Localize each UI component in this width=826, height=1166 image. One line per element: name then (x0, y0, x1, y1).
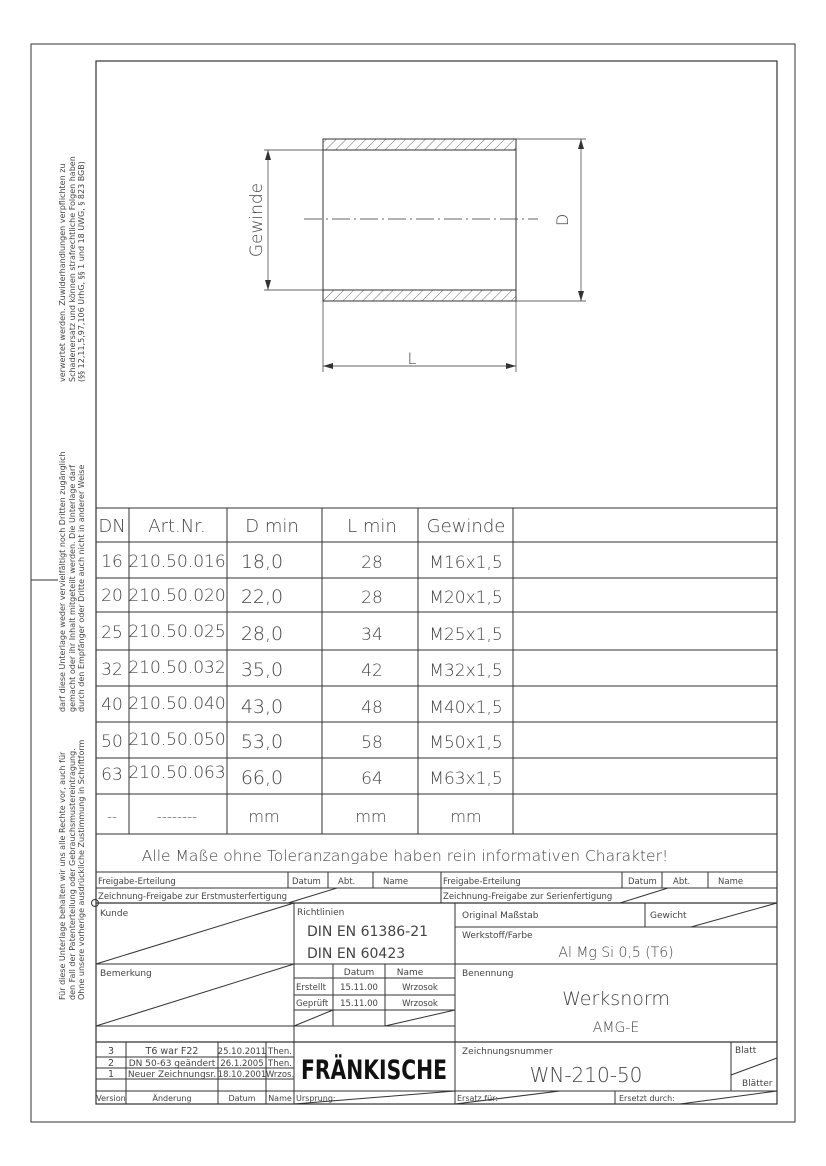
legal-note-line: durch den Empfänger oder Dritte auch nicht in anderer Weise (77, 464, 86, 712)
revision-change: DN 50-63 geändert (128, 1059, 216, 1069)
richtlinie-2: DIN EN 60423 (307, 946, 406, 962)
erstellt-name: Wrzosok (402, 983, 438, 993)
table-unit-gewinde: mm (450, 807, 482, 826)
legal-note-line: Schadenersatz und können strafrechtliche Folgen haben (67, 156, 77, 382)
table-cell-artnr: 210.50.025 (128, 622, 226, 642)
original-massstab-label: Original Maßstab (462, 911, 539, 921)
revision-header-version: Version (96, 1094, 126, 1103)
legal-note-line: Für diese Unterlage behalten wir uns alle Rechte vor, auch für (58, 751, 67, 1000)
legal-note-line: darf diese Unterlage weder vervielfältigt noch Dritten zugänglich (58, 451, 67, 712)
table-cell-dmin: 66,0 (240, 767, 284, 789)
release-left-datum: Datum (292, 877, 321, 887)
revision-version: 2 (107, 1058, 115, 1069)
release-right-abt: Abt. (673, 877, 691, 887)
geprueft-name: Wrzosok (402, 999, 438, 1009)
table-cell-gewinde: M25x1,5 (429, 625, 503, 645)
release-left-label: Freigabe-Erteilung (98, 877, 176, 887)
release-left-name: Name (383, 877, 409, 887)
revision-date: 18.10.2001 (217, 1070, 267, 1080)
table-cell-dmin: 35,0 (240, 659, 284, 681)
zeichnungsnummer-label: Zeichnungsnummer (462, 1047, 553, 1057)
legal-note-line: verwertet werden. Zuwiderhandlungen verpflichten zu (58, 163, 67, 382)
table-unit-lmin: mm (355, 807, 387, 826)
ursprung-label: Ursprung: (296, 1094, 336, 1103)
table-cell-gewinde: M20x1,5 (429, 588, 503, 608)
table-cell-artnr: 210.50.040 (128, 694, 226, 714)
table-cell-gewinde: M40x1,5 (429, 698, 503, 718)
table-unit-dmin: mm (248, 807, 280, 826)
ersatz-fuer-label: Ersatz für: (457, 1094, 499, 1103)
table-header-dn: DN (98, 516, 126, 537)
table-cell-dmin: 28,0 (240, 623, 284, 645)
gewicht-label: Gewicht (650, 911, 687, 921)
table-cell-dn: 16 (101, 552, 123, 572)
dimension-label-gewinde: Gewinde (247, 182, 267, 258)
benennung-label: Benennung (462, 969, 514, 979)
release-right-label: Freigabe-Erteilung (443, 877, 521, 887)
table-cell-lmin: 48 (361, 698, 383, 718)
legal-note-line: Ohne unsere vorherige ausdrückliche Zustimmung in Schriftform (77, 739, 86, 1000)
table-cell-artnr: 210.50.016 (128, 552, 226, 572)
table-cell-dn: 32 (101, 660, 123, 680)
table-cell-artnr: 210.50.050 (128, 730, 226, 750)
benennung-subtitle: AMG-E (592, 1020, 640, 1036)
table-cell-gewinde: M32x1,5 (429, 661, 503, 681)
revision-version: 1 (107, 1069, 115, 1080)
werkstoff-value: Al Mg Si 0,5 (T6) (558, 945, 674, 961)
revision-version: 3 (107, 1046, 115, 1057)
table-header-artnr: Art.Nr. (148, 516, 206, 537)
table-unit-artnr: -------- (156, 809, 198, 825)
table-cell-dmin: 43,0 (240, 696, 284, 718)
revision-header-name: Name (268, 1094, 292, 1103)
table-unit-dn: -- (106, 809, 118, 825)
release-right-datum: Datum (628, 877, 657, 887)
release-left-abt: Abt. (338, 877, 356, 887)
geprueft-datum: 15.11.00 (340, 999, 378, 1009)
blaetter-label: Blätter (742, 1079, 773, 1089)
ersetzt-durch-label: Ersetzt durch: (619, 1094, 675, 1103)
table-cell-gewinde: M63x1,5 (429, 769, 503, 789)
legal-note-line: den Fall der Patenterteilung oder Gebrauchsmustereintragung. (67, 748, 77, 1000)
table-cell-dn: 25 (101, 623, 123, 643)
table-header-dmin: D min (245, 516, 299, 537)
table-cell-lmin: 64 (361, 769, 383, 789)
table-header-lmin: L min (347, 516, 397, 537)
table-cell-dn: 40 (101, 695, 123, 715)
tube-drawing (264, 139, 586, 372)
erstellt-datum: 15.11.00 (340, 983, 378, 993)
table-cell-lmin: 28 (361, 588, 383, 608)
erstellt-label: Erstellt (296, 983, 326, 993)
kunde-label: Kunde (100, 909, 129, 919)
table-cell-artnr: 210.50.020 (128, 586, 226, 606)
dimension-label-d: D (553, 213, 572, 227)
table-cell-lmin: 42 (361, 661, 383, 681)
table-cell-gewinde: M16x1,5 (429, 553, 503, 573)
table-cell-dn: 20 (101, 586, 123, 606)
release-right-name: Name (718, 877, 744, 887)
release-left-sub: Zeichnung-Freigabe zur Erstmusterfertigung (98, 892, 288, 902)
table-cell-lmin: 28 (361, 553, 383, 573)
release-right-sub: Zeichnung-Freigabe zur Serienfertigung (443, 892, 613, 902)
tolerance-note: Alle Maße ohne Toleranzangabe haben rein informativen Charakter! (141, 847, 669, 865)
table-cell-dmin: 18,0 (240, 551, 284, 573)
richtlinien-label: Richtlinien (297, 908, 345, 918)
revision-change: Neuer Zeichnungsr. (127, 1070, 217, 1080)
table-cell-dmin: 22,0 (240, 586, 284, 608)
zeichnungsnummer-value: WN-210-50 (529, 1063, 643, 1087)
werkstoff-label: Werkstoff/Farbe (462, 931, 533, 941)
blatt-label: Blatt (735, 1046, 757, 1056)
revision-header-change: Änderung (152, 1094, 192, 1103)
revision-name: Wrzos. (265, 1070, 295, 1080)
legal-note-line: (§§ 12,11,5,97,106 UrhG, §§ 1 und 18 UWG, § 823 BGB) (77, 161, 86, 382)
table-header-gewinde: Gewinde (426, 516, 506, 537)
datum-label: Datum (343, 968, 375, 978)
richtlinie-1: DIN EN 61386-21 (307, 924, 429, 940)
revision-name: Then. (268, 1059, 292, 1069)
company-logo: FRÄNKISCHE (301, 1055, 495, 1086)
table-cell-lmin: 34 (361, 625, 383, 645)
table-cell-gewinde: M50x1,5 (429, 733, 503, 753)
name-label: Name (396, 968, 424, 978)
revision-date: 26.1.2005 (220, 1059, 264, 1069)
legal-note-line: gemacht oder ihr Inhalt mitgeteilt werden. Die Unterlage darf (67, 465, 77, 712)
table-cell-dn: 63 (101, 765, 123, 785)
bemerkung-label: Bemerkung (100, 969, 152, 979)
table-cell-artnr: 210.50.063 (128, 763, 226, 783)
revision-header-date: Datum (228, 1094, 256, 1103)
revision-name: Then. (268, 1047, 292, 1057)
table-cell-dmin: 53,0 (240, 731, 284, 753)
revision-change: T6 war F22 (145, 1046, 199, 1057)
table-cell-artnr: 210.50.032 (128, 658, 226, 678)
revision-date: 25.10.2011 (217, 1047, 267, 1057)
table-cell-lmin: 58 (361, 733, 383, 753)
geprueft-label: Geprüft (296, 999, 329, 1009)
dimension-label-l: L (407, 349, 417, 368)
table-cell-dn: 50 (101, 732, 123, 752)
benennung-title: Werksnorm (562, 988, 670, 1010)
